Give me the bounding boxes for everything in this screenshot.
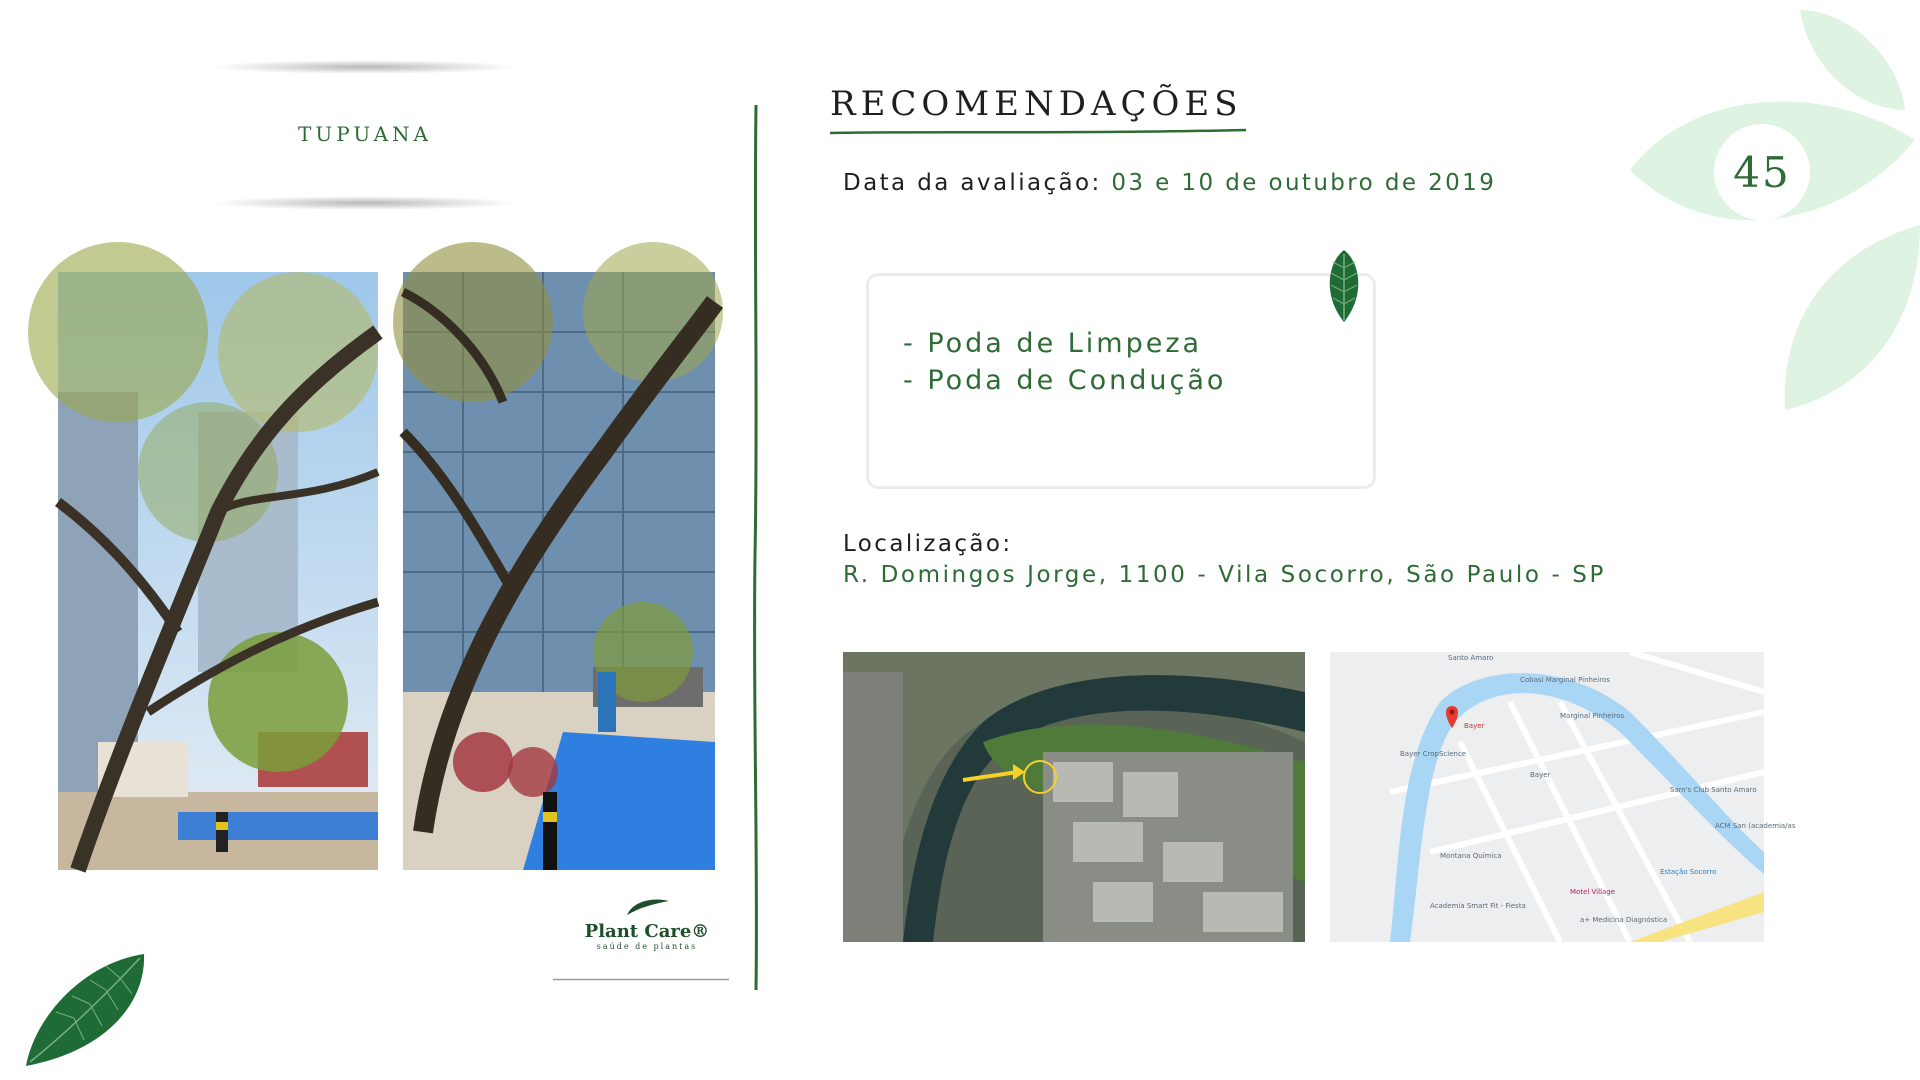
heading-underline [830,128,1246,136]
logo-brand: Plant Care® [584,921,710,942]
map-label-poi: ACM San (academia/as [1715,822,1796,830]
street-map [1330,652,1796,942]
map-label-road: Marginal Pinheiros [1560,712,1625,720]
site-name: TUPUANA [298,122,432,146]
logo-leaf-icon [623,895,671,917]
vertical-divider [753,105,759,990]
location-address: R. Domingos Jorge, 1100 - Vila Socorro, São Paulo - SP [843,562,1606,588]
recommendation-item: - Poda de Condução [903,365,1227,396]
decorative-leaves-top-right [1620,0,1920,420]
logo-tagline: saúde de plantas [596,942,698,951]
map-label-poi: Estação Socorro [1660,868,1717,876]
location-label: Localização: [843,531,1013,557]
card-shadow-top [210,60,520,74]
map-label-poi: a+ Medicina Diagnóstica [1580,916,1668,924]
map-label-poi: Bayer CropScience [1400,750,1467,758]
logo-underline [553,978,729,981]
recommendations-box [866,273,1376,489]
map-label-poi: Bayer [1464,722,1485,730]
map-label-poi: Academia Smart Fit - Fiesta [1430,902,1526,910]
page-number: 45 [1733,148,1791,197]
tree-photo-2 [403,272,715,870]
map-label-poi: Bayer [1530,771,1551,779]
tree-photo-1 [58,272,378,870]
leaf-icon [1324,248,1364,324]
decorative-leaf-bottom-left [20,950,150,1070]
map-label-street: Santo Amaro [1448,654,1494,662]
map-label-poi: Cobasi Marginal Pinheiros [1520,676,1610,684]
card-shadow-bottom [210,196,520,210]
satellite-map [843,652,1305,942]
evaluation-date-value: 03 e 10 de outubro de 2019 [1111,170,1497,196]
map-label-poi: Montana Química [1440,852,1502,860]
plant-care-logo [582,895,712,955]
map-label-poi: Motel Village [1570,888,1616,896]
recommendations-heading: RECOMENDAÇÕES [830,84,1243,124]
map-label-poi: Sam's Club Santo Amaro [1670,786,1757,794]
evaluation-date [843,170,1496,196]
site-title-card [210,60,520,210]
recommendation-item: - Poda de Limpeza [903,328,1203,359]
evaluation-date-label: Data da avaliação: [843,170,1102,196]
